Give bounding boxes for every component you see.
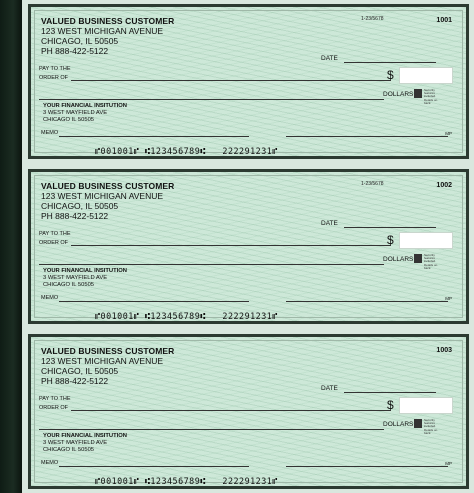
- account-name: VALUED BUSINESS CUSTOMER: [41, 16, 175, 26]
- amount-field[interactable]: [399, 232, 453, 249]
- account-address-line2: CHICAGO, IL 50505: [41, 36, 119, 46]
- date-field[interactable]: [344, 392, 436, 393]
- memo-label: MEMO: [41, 460, 59, 466]
- security-notice: Security features included. Details on back.: [424, 253, 438, 270]
- check-stub-binding: [0, 0, 22, 493]
- signature-field[interactable]: [286, 466, 448, 467]
- bank-name: YOUR FINANCIAL INSITUTION: [43, 103, 127, 109]
- mp-label: MP: [445, 296, 452, 301]
- date-field[interactable]: [344, 62, 436, 63]
- micr-line: ⑈001001⑈ ⑆123456789⑆ 222291231⑈: [95, 146, 278, 156]
- pay-to-label: PAY TO THE ORDER OF: [39, 66, 71, 81]
- payee-field[interactable]: [71, 80, 391, 81]
- mp-label: MP: [445, 461, 452, 466]
- account-address-line2: CHICAGO, IL 50505: [41, 201, 119, 211]
- account-address-line2: CHICAGO, IL 50505: [41, 366, 119, 376]
- date-label: DATE: [321, 220, 338, 227]
- bank-address-line2: CHICAGO IL 50505: [43, 282, 95, 288]
- check-2: [28, 169, 469, 324]
- check-number: 1001: [436, 17, 452, 24]
- signature-field[interactable]: [286, 136, 448, 137]
- amount-words-field[interactable]: [39, 99, 384, 100]
- bank-address-line1: 3 WEST MAYFIELD AVE: [43, 110, 108, 116]
- memo-field[interactable]: [59, 136, 249, 137]
- bank-address-line1: 3 WEST MAYFIELD AVE: [43, 275, 108, 281]
- memo-label: MEMO: [41, 295, 59, 301]
- mp-label: MP: [445, 131, 452, 136]
- account-address-line1: 123 WEST MICHIGAN AVENUE: [41, 26, 164, 36]
- account-phone: PH 888-422-5122: [41, 46, 109, 56]
- dollar-sign: $: [387, 68, 394, 82]
- padlock-security-icon: [414, 419, 422, 428]
- routing-fraction: 1-23/5678: [361, 181, 384, 187]
- micr-line: ⑈001001⑈ ⑆123456789⑆ 222291231⑈: [95, 311, 278, 321]
- check-1: [28, 4, 469, 159]
- date-label: DATE: [321, 55, 338, 62]
- date-field[interactable]: [344, 227, 436, 228]
- routing-fraction: 1-23/5678: [361, 16, 384, 22]
- memo-field[interactable]: [59, 301, 249, 302]
- memo-field[interactable]: [59, 466, 249, 467]
- payee-field[interactable]: [71, 410, 391, 411]
- pay-to-label: PAY TO THE ORDER OF: [39, 396, 71, 411]
- account-address-line1: 123 WEST MICHIGAN AVENUE: [41, 356, 164, 366]
- bank-address-line2: CHICAGO IL 50505: [43, 117, 95, 123]
- bank-name: YOUR FINANCIAL INSITUTION: [43, 433, 127, 439]
- padlock-security-icon: [414, 89, 422, 98]
- security-notice: Security features included. Details on back.: [424, 88, 438, 105]
- check-3: [28, 334, 469, 489]
- memo-label: MEMO: [41, 130, 59, 136]
- pay-to-label: PAY TO THE ORDER OF: [39, 231, 71, 246]
- check-number: 1002: [436, 182, 452, 189]
- check-number: 1003: [436, 347, 452, 354]
- amount-words-field[interactable]: [39, 264, 384, 265]
- payee-field[interactable]: [71, 245, 391, 246]
- bank-address-line2: CHICAGO IL 50505: [43, 447, 95, 453]
- dollars-label: DOLLARS: [383, 421, 414, 428]
- dollars-label: DOLLARS: [383, 91, 414, 98]
- padlock-security-icon: [414, 254, 422, 263]
- amount-field[interactable]: [399, 67, 453, 84]
- account-phone: PH 888-422-5122: [41, 211, 109, 221]
- dollar-sign: $: [387, 398, 394, 412]
- account-name: VALUED BUSINESS CUSTOMER: [41, 181, 175, 191]
- amount-words-field[interactable]: [39, 429, 384, 430]
- bank-name: YOUR FINANCIAL INSITUTION: [43, 268, 127, 274]
- signature-field[interactable]: [286, 301, 448, 302]
- date-label: DATE: [321, 385, 338, 392]
- account-address-line1: 123 WEST MICHIGAN AVENUE: [41, 191, 164, 201]
- dollar-sign: $: [387, 233, 394, 247]
- security-notice: Security features included. Details on back.: [424, 418, 438, 435]
- account-name: VALUED BUSINESS CUSTOMER: [41, 346, 175, 356]
- amount-field[interactable]: [399, 397, 453, 414]
- micr-line: ⑈001001⑈ ⑆123456789⑆ 222291231⑈: [95, 476, 278, 486]
- account-phone: PH 888-422-5122: [41, 376, 109, 386]
- bank-address-line1: 3 WEST MAYFIELD AVE: [43, 440, 108, 446]
- dollars-label: DOLLARS: [383, 256, 414, 263]
